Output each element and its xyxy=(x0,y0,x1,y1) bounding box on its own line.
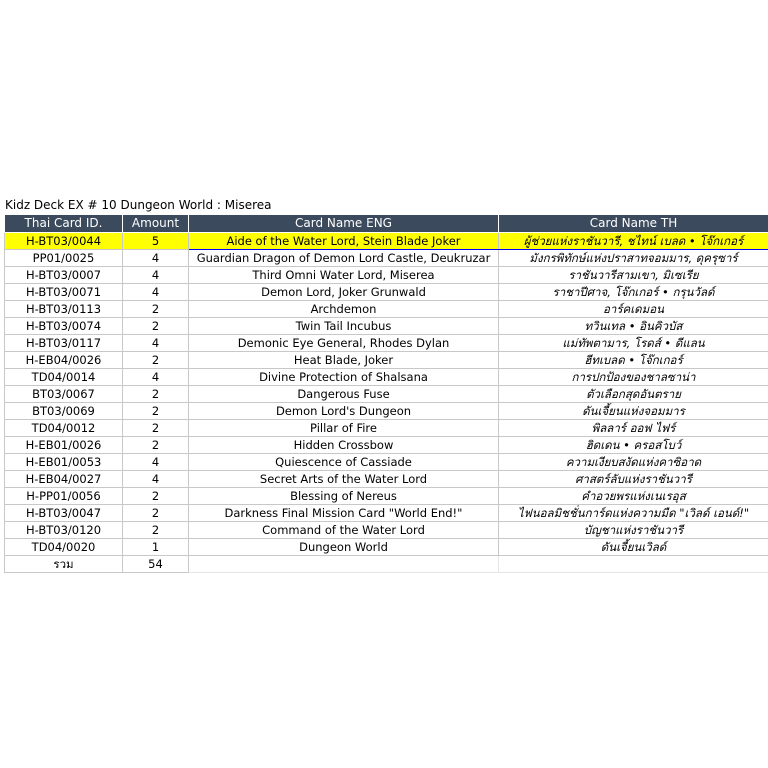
cell-name-eng: Dungeon World xyxy=(189,539,499,556)
cell-name-eng: Archdemon xyxy=(189,301,499,318)
header-amount: Amount xyxy=(123,215,189,233)
cell-name-th: ฮีทเบลด • โจ๊กเกอร์ xyxy=(499,352,768,369)
cell-card-id: H-BT03/0120 xyxy=(5,522,123,539)
sheet-title: Kidz Deck EX # 10 Dungeon World : Miserea xyxy=(5,198,272,212)
cell-card-id: H-EB04/0026 xyxy=(5,352,123,369)
cell-card-id: TD04/0012 xyxy=(5,420,123,437)
cell-name-eng: Pillar of Fire xyxy=(189,420,499,437)
cell-name-th: ศาสตร์ลับแห่งราชันวารี xyxy=(499,471,768,488)
header-row xyxy=(5,215,768,233)
cell-card-id: TD04/0014 xyxy=(5,369,123,386)
cell-amount: 2 xyxy=(123,437,189,454)
cell-amount: 4 xyxy=(123,454,189,471)
cell-card-id: H-BT03/0071 xyxy=(5,284,123,301)
cell-name-eng: Command of the Water Lord xyxy=(189,522,499,539)
cell-name-th: ราชาปีศาจ, โจ๊กเกอร์ • กรุนวัลด์ xyxy=(499,284,768,301)
cell-name-eng: Divine Protection of Shalsana xyxy=(189,369,499,386)
table-row xyxy=(5,284,768,301)
table-row xyxy=(5,386,768,403)
cell-amount: 2 xyxy=(123,522,189,539)
cell-name-th: ทวินเทล • อินคิวบัส xyxy=(499,318,768,335)
table-row xyxy=(5,454,768,471)
cell-card-id: H-EB01/0026 xyxy=(5,437,123,454)
table-row xyxy=(5,403,768,420)
total-empty-eng xyxy=(189,556,499,573)
cell-amount: 4 xyxy=(123,369,189,386)
table-row xyxy=(5,437,768,454)
cell-name-eng: Secret Arts of the Water Lord xyxy=(189,471,499,488)
cell-amount: 2 xyxy=(123,386,189,403)
cell-amount: 5 xyxy=(123,233,189,250)
cell-card-id: BT03/0067 xyxy=(5,386,123,403)
cell-name-th: แม่ทัพตามาร, โรดส์ • ดีแลน xyxy=(499,335,768,352)
cell-amount: 4 xyxy=(123,471,189,488)
cell-name-eng: Darkness Final Mission Card "World End!" xyxy=(189,505,499,522)
table-row xyxy=(5,488,768,505)
cell-name-eng: Guardian Dragon of Demon Lord Castle, Deukruzar xyxy=(189,250,499,267)
cell-name-th: มังกรพิทักษ์แห่งปราสาทจอมมาร, ดุครุซาร์ xyxy=(499,250,768,267)
cell-name-eng: Blessing of Nereus xyxy=(189,488,499,505)
cell-card-id: H-PP01/0056 xyxy=(5,488,123,505)
table-row xyxy=(5,335,768,352)
cell-amount: 2 xyxy=(123,301,189,318)
cell-name-th: ดันเจี้ยนแห่งจอมมาร xyxy=(499,403,768,420)
cell-amount: 2 xyxy=(123,488,189,505)
cell-amount: 4 xyxy=(123,284,189,301)
cell-card-id: H-BT03/0007 xyxy=(5,267,123,284)
cell-card-id: TD04/0020 xyxy=(5,539,123,556)
cell-amount: 2 xyxy=(123,420,189,437)
cell-name-th: ดันเจี้ยนเวิลด์ xyxy=(499,539,768,556)
deck-table xyxy=(4,214,768,573)
cell-amount: 1 xyxy=(123,539,189,556)
total-empty-th xyxy=(499,556,768,573)
cell-amount: 4 xyxy=(123,267,189,284)
cell-name-th: ผู้ช่วยแห่งราชันวารี, ชไทน์ เบลด • โจ๊กเกอร์ xyxy=(499,233,768,250)
cell-name-th: การปกป้องของชาลซาน่า xyxy=(499,369,768,386)
cell-name-th: ฮิดเดน • ครอสโบว์ xyxy=(499,437,768,454)
header-name-th: Card Name TH xyxy=(499,215,768,233)
cell-name-eng: Twin Tail Incubus xyxy=(189,318,499,335)
cell-name-th: คำอวยพรแห่งเนเรอุส xyxy=(499,488,768,505)
table-row xyxy=(5,505,768,522)
table-row xyxy=(5,318,768,335)
cell-name-th: ไฟนอลมิชชั่นการ์ดแห่งความมืด "เวิลด์ เอนด์!" xyxy=(499,505,768,522)
cell-card-id: BT03/0069 xyxy=(5,403,123,420)
cell-name-eng: Dangerous Fuse xyxy=(189,386,499,403)
cell-amount: 2 xyxy=(123,352,189,369)
cell-name-th: บัญชาแห่งราชันวารี xyxy=(499,522,768,539)
header-name-eng: Card Name ENG xyxy=(189,215,499,233)
table-row xyxy=(5,539,768,556)
cell-name-th: ตัวเลือกสุดอันตราย xyxy=(499,386,768,403)
cell-name-eng: Demonic Eye General, Rhodes Dylan xyxy=(189,335,499,352)
total-label: รวม xyxy=(5,556,123,573)
table-row xyxy=(5,420,768,437)
cell-name-th: พิลลาร์ ออฟ ไฟร์ xyxy=(499,420,768,437)
cell-name-eng: Third Omni Water Lord, Miserea xyxy=(189,267,499,284)
cell-card-id: H-BT03/0047 xyxy=(5,505,123,522)
table-row xyxy=(5,352,768,369)
cell-card-id: H-BT03/0044 xyxy=(5,233,123,250)
table-row xyxy=(5,233,768,250)
cell-amount: 2 xyxy=(123,505,189,522)
cell-name-th: ความเงียบสงัดแห่งคาซิอาด xyxy=(499,454,768,471)
header-id: Thai Card ID. xyxy=(5,215,123,233)
cell-card-id: H-BT03/0117 xyxy=(5,335,123,352)
cell-amount: 4 xyxy=(123,335,189,352)
cell-card-id: H-EB04/0027 xyxy=(5,471,123,488)
cell-name-eng: Demon Lord, Joker Grunwald xyxy=(189,284,499,301)
cell-card-id: H-BT03/0074 xyxy=(5,318,123,335)
table-row xyxy=(5,301,768,318)
cell-name-eng: Demon Lord's Dungeon xyxy=(189,403,499,420)
total-amount: 54 xyxy=(123,556,189,573)
total-row xyxy=(5,556,768,573)
cell-name-th: ราชันวารีสามเขา, มิเซเรีย xyxy=(499,267,768,284)
cell-name-th: อาร์คเดมอน xyxy=(499,301,768,318)
cell-name-eng: Aide of the Water Lord, Stein Blade Joker xyxy=(189,233,499,250)
cell-amount: 2 xyxy=(123,403,189,420)
cell-name-eng: Quiescence of Cassiade xyxy=(189,454,499,471)
cell-card-id: H-BT03/0113 xyxy=(5,301,123,318)
cell-card-id: PP01/0025 xyxy=(5,250,123,267)
cell-amount: 2 xyxy=(123,318,189,335)
table-row xyxy=(5,369,768,386)
table-row xyxy=(5,471,768,488)
spreadsheet xyxy=(4,197,768,573)
table-row xyxy=(5,522,768,539)
table-row xyxy=(5,267,768,284)
cell-name-eng: Heat Blade, Joker xyxy=(189,352,499,369)
cell-name-eng: Hidden Crossbow xyxy=(189,437,499,454)
cell-card-id: H-EB01/0053 xyxy=(5,454,123,471)
table-row xyxy=(5,250,768,267)
cell-amount: 4 xyxy=(123,250,189,267)
